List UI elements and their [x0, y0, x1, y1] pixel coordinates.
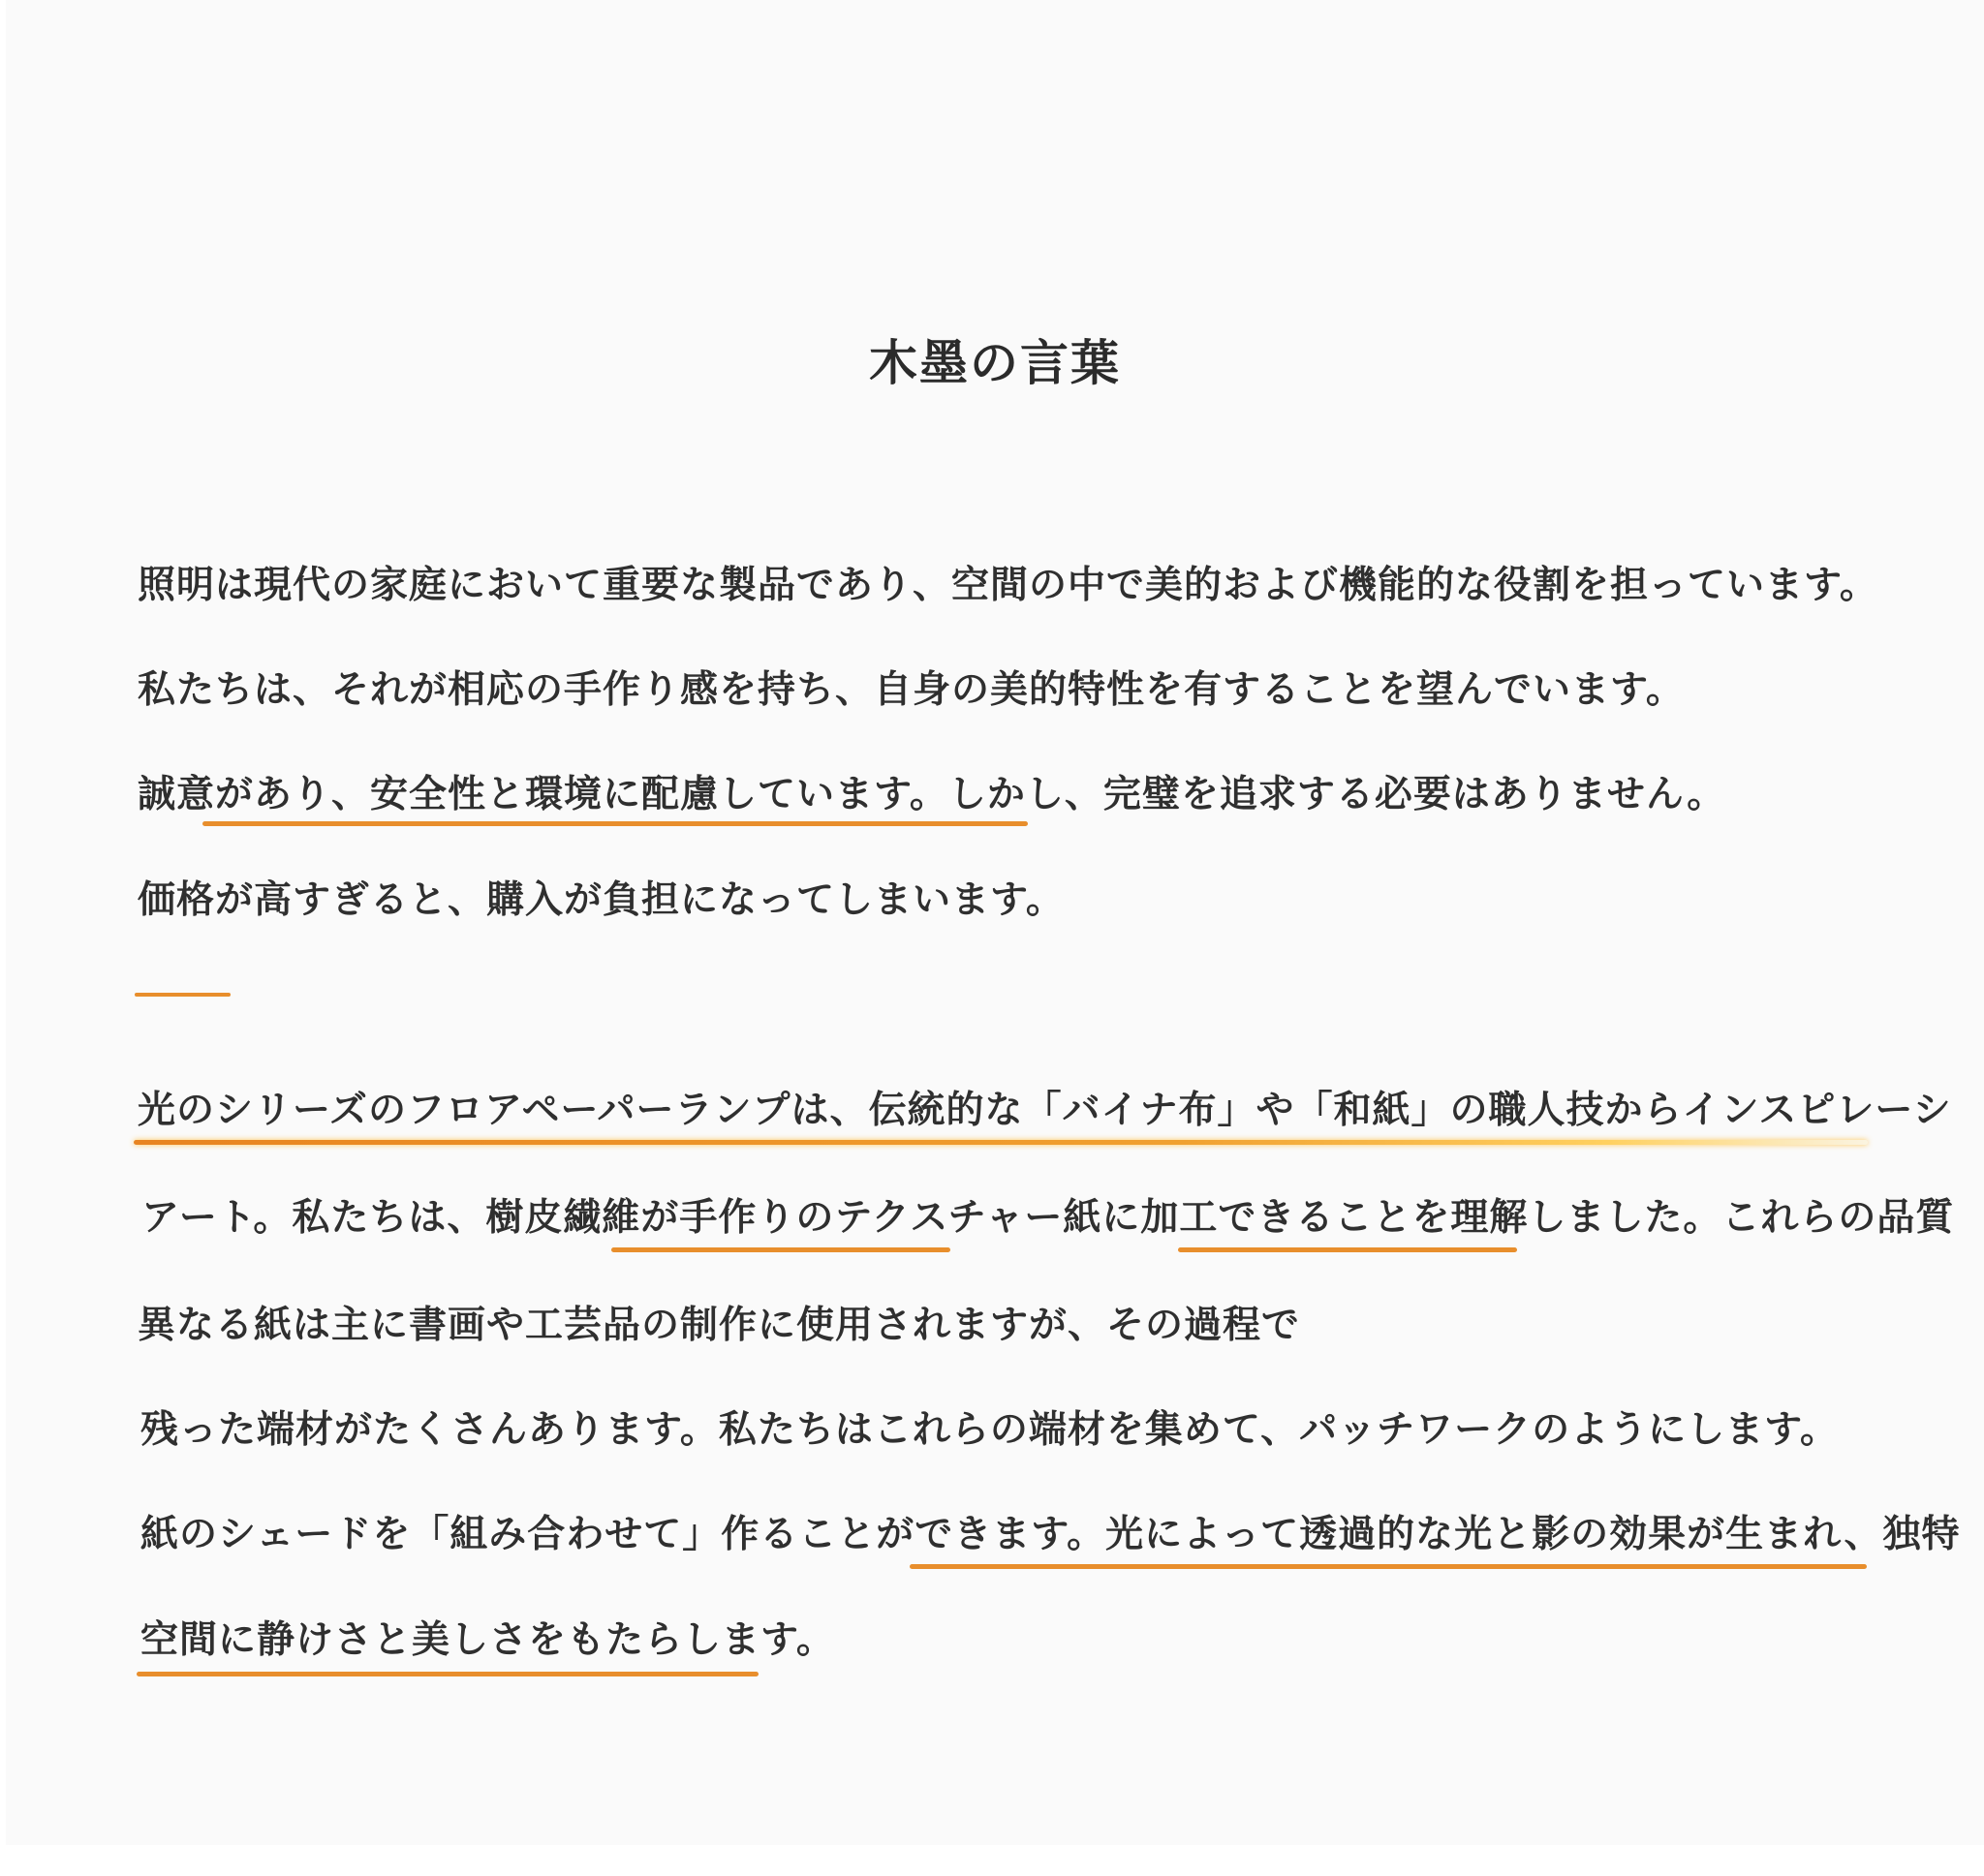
highlight-underline — [137, 1672, 759, 1676]
paragraph-line: 私たちは、それが相応の手作り感を持ち、自身の美的特性を有することを望んでいます。 — [138, 668, 1685, 712]
highlight-underline — [1178, 1247, 1517, 1252]
paragraph-line: 光のシリーズのフロアペーパーランプは、伝統的な「バイナ布」や「和紙」の職人技からインスピレーシ — [138, 1089, 1952, 1132]
article-page — [6, 0, 1984, 1845]
paragraph-line: 異なる紙は主に書画や工芸品の制作に使用されますが、その過程で — [138, 1304, 1301, 1347]
highlight-underline — [134, 1140, 1868, 1145]
highlight-underline — [611, 1247, 950, 1252]
paragraph-line: 残った端材がたくさんあります。私たちはこれらの端材を集めて、パッチワークのようにします。 — [140, 1408, 1839, 1452]
paragraph-line: 紙のシェードを「組み合わせて」作ることができます。光によって透過的な光と影の効果が生まれ、独特 — [140, 1513, 1961, 1556]
paragraph-line: アート。私たちは、樹皮繊維が手作りのテクスチャー紙に加工できることを理解しました。これらの品質 — [141, 1196, 1955, 1240]
paragraph-line: 空間に静けさと美しさをもたらします。 — [140, 1618, 835, 1662]
section-divider — [135, 993, 231, 997]
paragraph-line: 誠意があり、安全性と環境に配慮しています。しかし、完璧を追求する必要はありません。 — [138, 773, 1726, 816]
paragraph-line: 価格が高すぎると、購入が負担になってしまいます。 — [138, 878, 1065, 922]
paragraph-line: 照明は現代の家庭において重要な製品であり、空間の中で美的および機能的な役割を担っています。 — [138, 564, 1878, 607]
highlight-underline — [202, 821, 1028, 826]
page-title: 木墨の言葉 — [869, 335, 1121, 391]
highlight-underline — [910, 1564, 1867, 1569]
